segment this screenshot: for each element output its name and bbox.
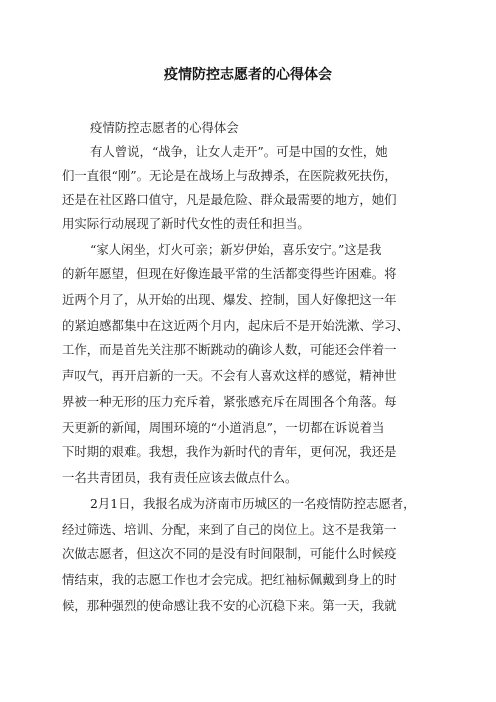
body-line: 用实际行动展现了新时代女性的责任和担当。 [62, 216, 310, 231]
body-line: 工作，而是首先关注那不断跳动的确诊人数，可能还会伴着一 [62, 342, 397, 357]
body-line: 有人曾说，“战争，让女人走开”。可是中国的女性，她 [90, 144, 388, 159]
body-line: 的新年愿望，但现在好像连最平常的生活都变得些许困难。将 [62, 266, 397, 281]
body-line: 情结束，我的志愿工作也才会完成。把红袖标佩戴到身上的时 [62, 572, 397, 587]
body-line: 经过筛选、培训、分配，来到了自己的岗位上。这不是我第一 [62, 522, 397, 537]
body-line: 天更新的新闻，周围环境的“小道消息”，一切都在诉说着当 [62, 420, 385, 435]
document-title: 疫情防控志愿者的心得体会 [164, 67, 332, 83]
body-line: “家人闲坐，灯火可亲；新岁伊始，喜乐安宁。”这是我 [90, 242, 382, 257]
body-line: 次做志愿者，但这次不同的是没有时间限制，可能什么时候疫 [62, 546, 397, 561]
body-line: 声叹气，再开启新的一天。不会有人喜欢这样的感觉，精神世 [62, 368, 397, 383]
body-line-heading: 疫情防控志愿者的心得体会 [90, 120, 239, 135]
body-line: 下时期的艰难。我想，我作为新时代的青年，更何况，我还是 [62, 444, 397, 459]
body-line: 近两个月了，从开始的出现、爆发、控制，国人好像把这一年 [62, 292, 397, 307]
body-line: 界被一种无形的压力充斥着，紧张感充斥在周围各个角落。每 [62, 394, 397, 409]
body-line: 一名共青团员，我有责任应该去做点什么。 [62, 470, 298, 485]
body-line: 2月1日，我报名成为济南市历城区的一名疫情防控志愿者， [90, 496, 416, 511]
body-line: 的紧迫感都集中在这近两个月内，起床后不是开始洗漱、学习、 [62, 318, 409, 333]
body-line: 还是在社区路口值守，凡是最危险、群众最需要的地方，她们 [62, 192, 397, 207]
body-line: 们一直很“刚”。无论是在战场上与敌搏杀，在医院救死扶伤， [62, 168, 397, 183]
body-line: 候，那种强烈的使命感让我不安的心沉稳下来。第一天，我就 [62, 598, 397, 613]
